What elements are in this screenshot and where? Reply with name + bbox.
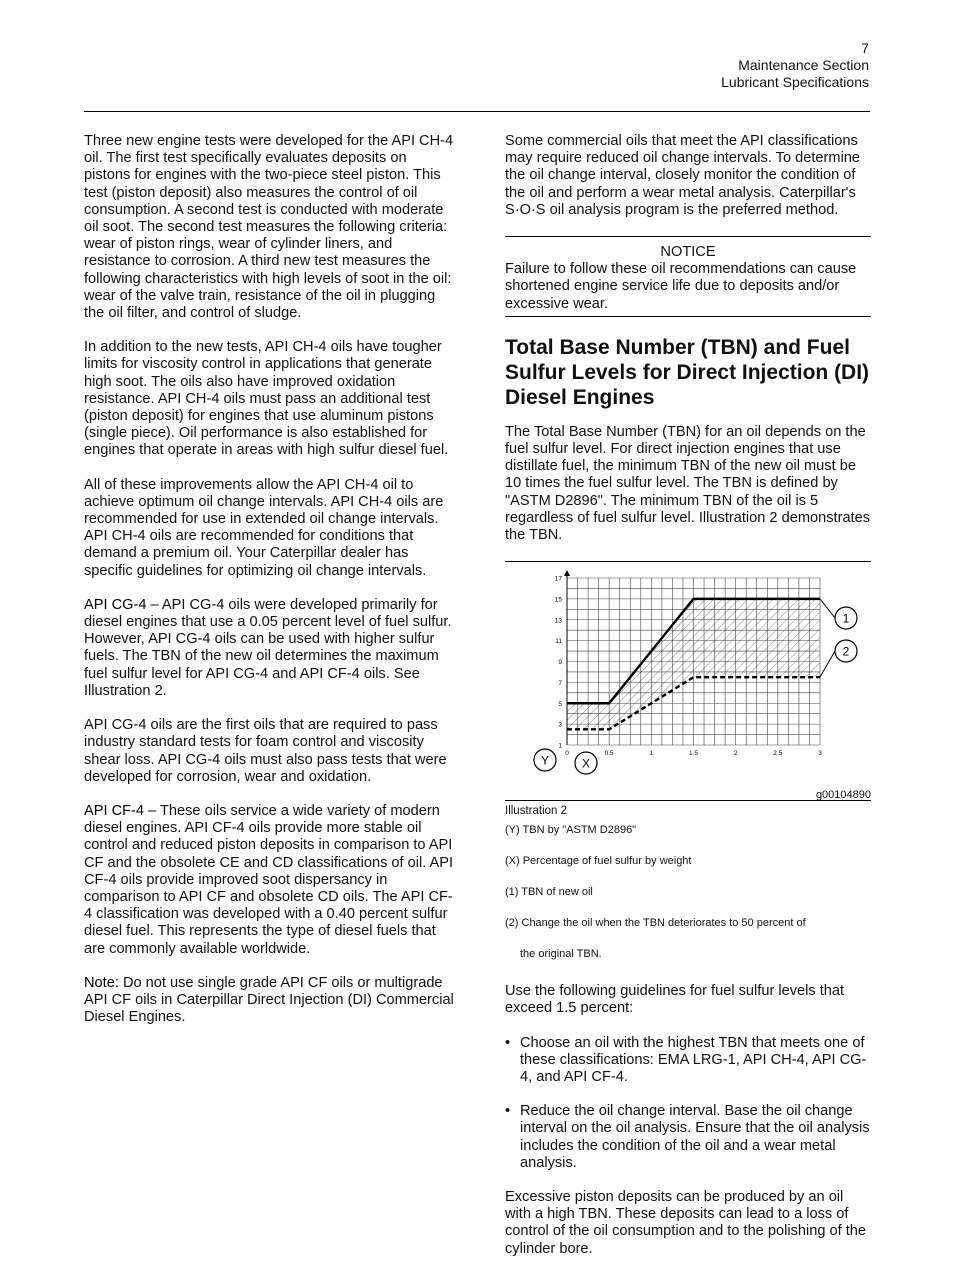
paragraph: Some commercial oils that meet the API classifications may require reduced oil change intervals. To determine the oil change interval, closely monitor the condition of the oil and perform a wear metal analysis. Caterpillar's S·O·S oil analysis program is the preferred method. (505, 133, 861, 218)
guideline-list (505, 1035, 871, 1172)
paragraph: In addition to the new tests, API CH-4 oils have tougher limits for viscosity control in applications that generate high soot. The oils also have improved oxidation resistance. API CH-4 oils must pass an additional test (piston deposit) for engines that use aluminum pistons (single piece). Oil performance is also established for engines that operate in areas with high sulfur diesel fuel. (84, 339, 449, 459)
illustration-2 (505, 561, 871, 800)
section-title: Maintenance Section (738, 57, 869, 73)
list-item-text: Choose an oil with the highest TBN that meets one of these classifications: EMA LRG-1, API CH-4, API CG-4, and API CF-4. (520, 1034, 867, 1086)
paragraph: Three new engine tests were developed for the API CH-4 oil. The first test specifically evaluates deposits on pistons for engines with the two-piece steel piston. This test (piston deposit) also measures the control of oil consumption. A second test is conducted with moderate oil soot. The second test measures the following criteria: wear of piston rings, wear of cylinder liners, and resistance to corrosion. A third new test measures the following characteristics with high levels of soot in the oil: wear of the valve train, resistance of the oil in plugging the oil filter, and control of sludge. (84, 133, 454, 322)
axis-marker-y: Y (540, 753, 550, 768)
notice-title: NOTICE (660, 244, 716, 261)
callout-label-1: 1 (842, 611, 850, 626)
y-tick-label: 15 (554, 596, 562, 604)
paragraph (84, 975, 454, 1027)
note-label: Note: (84, 974, 119, 991)
right-column (505, 133, 871, 1275)
paragraph: The Total Base Number (TBN) for an oil depends on the fuel sulfur level. For direct injection engines that use distillate fuel, the minimum TBN of the new oil must be 10 times the fuel sulfur level. The TBN is defined by "ASTM D2896". The minimum TBN of the oil is 5 regardless of fuel sulfur level. Illustration 2 demonstrates the TBN. (505, 423, 871, 544)
page-header (721, 40, 869, 91)
legend-y: (Y) TBN by "ASTM D2896" (505, 824, 637, 837)
x-tick-label: 3 (818, 750, 822, 758)
y-axis-arrow (564, 570, 570, 576)
paragraph-text: – These oils service a wide variety of modern diesel engines. API CF-4 oils provide more stable oil control and reduced piston deposits in comparison to API CF and the obsolete CE and CD classifications of oil. API CF-4 oils provide improved soot dispersancy in comparison to API CF and obsolete CD oils. The API CF-4 classification was developed with a 0.40 percent sulfur diesel fuel. This represents the type of diesel fuels that are commonly available worldwide. (84, 802, 454, 957)
notice-text: Failure to follow these oil recommendations can cause shortened engine service life due to deposits and/or excessive wear. (505, 261, 871, 317)
y-tick-label: 7 (558, 680, 562, 688)
paragraph: API CG-4 oils are the first oils that are required to pass industry standard tests for foam control and viscosity shear loss. API CG-4 oils must also pass tests that were developed for corrosion, wear and oxidation. (84, 717, 447, 785)
paragraph (84, 803, 454, 958)
list-item (505, 1103, 871, 1172)
callout-label-2: 2 (842, 644, 850, 659)
callout-leader-1 (820, 599, 835, 618)
x-tick-label: 2 (733, 750, 738, 758)
y-tick-label: 11 (555, 638, 562, 646)
legend-x: (X) Percentage of fuel sulfur by weight (505, 855, 692, 868)
paragraph-text: Do not use single grade API CF oils or multigrade API CF oils in Caterpillar Direct Injection (DI) Commercial Diesel Engines. (84, 974, 454, 1026)
x-tick-label: 1 (649, 750, 654, 758)
paragraph: All of these improvements allow the API CH-4 oil to achieve optimum oil change intervals. API CH-4 oils are recommended for use in extended oil change intervals. API CH-4 oils are recommended for conditions that demand a premium oil. Your Caterpillar dealer has specific guidelines for optimizing oil change intervals. (84, 476, 444, 579)
y-tick-label: 9 (558, 659, 562, 667)
paragraph-text: – API CG-4 oils were developed primarily for diesel engines that use a 0.05 percent level of fuel sulfur. However, API CG-4 oils can be used with higher sulfur fuels. The TBN of the new oil determines the maximum fuel sulfur level for API CG-4 and API CF-4 oils. See Illustration 2. (84, 596, 452, 699)
paragraph: Use the following guidelines for fuel sulfur levels that exceed 1.5 percent: (505, 983, 845, 1017)
notice-box (505, 236, 871, 317)
page-number: 7 (861, 40, 869, 56)
subsection-title: Lubricant Specifications (721, 74, 869, 90)
x-tick-label: 0 (565, 750, 569, 758)
y-tick-label: 13 (554, 617, 562, 625)
paragraph (84, 597, 454, 700)
y-tick-label: 1 (558, 742, 562, 750)
list-item (505, 1035, 871, 1087)
illustration-label: Illustration 2 (505, 805, 568, 818)
lead-term: API CF-4 (84, 802, 145, 819)
section-heading: Total Base Number (TBN) and Fuel Sulfur Levels for Direct Injection (DI) Diesel Engines (505, 335, 870, 409)
legend-1: (1) TBN of new oil (505, 886, 593, 899)
tbn-chart (505, 570, 871, 782)
callout-leader-2 (820, 651, 835, 677)
x-tick-label: 1.5 (688, 750, 699, 758)
axis-marker-x: X (581, 756, 591, 771)
y-tick-label: 17 (554, 575, 562, 583)
paragraph: Excessive piston deposits can be produced by an oil with a high TBN. These deposits can lead to a loss of control of the oil consumption and to the polishing of the cylinder bore. (505, 1189, 867, 1257)
illustration-id: g00104890 (815, 789, 871, 802)
y-tick-label: 5 (558, 701, 562, 708)
x-tick-label: 2.5 (773, 750, 783, 758)
lead-term: API CG-4 (84, 596, 147, 613)
illustration-caption (505, 800, 871, 961)
left-column (84, 133, 454, 1043)
legend-2-cont: the original TBN. (520, 948, 602, 961)
x-tick-label: 0.5 (604, 750, 614, 758)
list-item-text: Reduce the oil change interval. Base the oil change interval on the oil analysis. Ensure that the oil analysis includes the condition of the oil and a wear metal analysis. (520, 1103, 870, 1171)
legend-2: (2) Change the oil when the TBN deteriorates to 50 percent of (505, 917, 806, 930)
header-rule (84, 111, 870, 112)
bullet-icon: • (505, 1103, 511, 1120)
bullet-icon: • (505, 1034, 511, 1051)
y-tick-label: 3 (558, 721, 562, 729)
